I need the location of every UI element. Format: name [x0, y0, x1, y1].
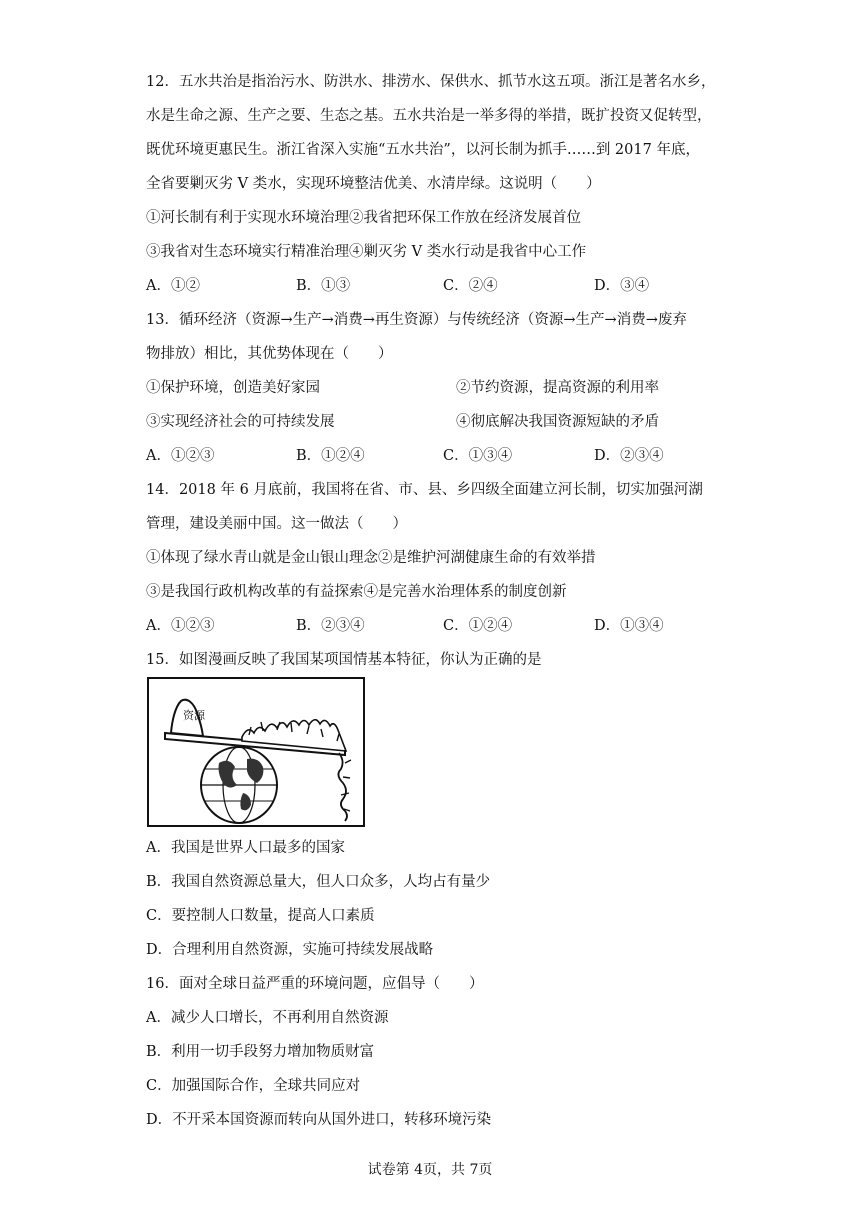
q12-stem-line-4: 全省要剿灭劣 V 类水，实现环境整洁优美、水清岸绿。这说明（ ） [146, 176, 601, 192]
q12-option-a[interactable]: A．①② [146, 278, 200, 294]
q13-option-c[interactable]: C．①③④ [443, 448, 513, 464]
q13-stem-line-1: 13．循环经济（资源→生产→消费→再生资源）与传统经济（资源→生产→消费→废弃 [146, 312, 687, 328]
q12-stem-line-1: 12．五水共治是指治污水、防洪水、排涝水、保供水、抓节水这五项。浙江是著名水乡， [146, 74, 716, 90]
q14-options [146, 616, 706, 636]
q12-option-d[interactable]: D．③④ [594, 278, 650, 294]
q16-option-d[interactable]: D．不开采本国资源而转向从国外进口，转移环境污染 [146, 1112, 492, 1128]
q14-option-c[interactable]: C．①②④ [443, 618, 513, 634]
q15-stem: 15．如图漫画反映了我国某项国情基本特征，你认为正确的是 [146, 652, 542, 668]
resource-label: 资源 [183, 709, 205, 722]
q13-options [146, 446, 706, 466]
page-footer: 试卷第 4页，共 7页 [367, 1162, 493, 1178]
q13-option-d[interactable]: D．②③④ [594, 448, 664, 464]
q14-option-a[interactable]: A．①②③ [146, 618, 215, 634]
q13-option-b[interactable]: B．①②④ [296, 448, 365, 464]
q14-statement-2: ③是我国行政机构改革的有益探索④是完善水治理体系的制度创新 [146, 584, 567, 600]
q12-option-c[interactable]: C．②④ [443, 278, 498, 294]
q16-option-a[interactable]: A．减少人口增长，不再利用自然资源 [146, 1010, 389, 1026]
q14-option-b[interactable]: B．②③④ [296, 618, 365, 634]
cartoon-figure [147, 677, 365, 827]
q13-stem-line-2: 物排放）相比，其优势体现在（ ） [146, 346, 393, 362]
q14-stem-line-1: 14．2018 年 6 月底前，我国将在省、市、县、乡四级全面建立河长制，切实加强河湖 [146, 482, 703, 498]
q16-option-b[interactable]: B．利用一切手段努力增加物质财富 [146, 1044, 375, 1060]
q14-option-d[interactable]: D．①③④ [594, 618, 664, 634]
q13-statement-row-2 [146, 412, 706, 432]
q12-option-b[interactable]: B．①③ [296, 278, 351, 294]
q12-stem-line-2: 水是生命之源、生产之要、生态之基。五水共治是一举多得的举措，既扩投资又促转型， [146, 108, 712, 124]
q14-stem-line-2: 管理，建设美丽中国。这一做法（ ） [146, 516, 407, 532]
q13-statement-row-1 [146, 378, 706, 398]
q12-stem-line-3: 既优环境更惠民生。浙江省深入实施“五水共治”，以河长制为抓手……到 2017 年底， [146, 142, 700, 158]
q13-statement-2: ②节约资源，提高资源的利用率 [456, 380, 659, 396]
q13-statement-3: ③实现经济社会的可持续发展 [146, 414, 335, 430]
q15-option-d[interactable]: D．合理利用自然资源，实施可持续发展战略 [146, 942, 434, 958]
cartoon-svg [147, 677, 365, 827]
q16-stem: 16．面对全球日益严重的环境问题，应倡导（ ） [146, 976, 484, 992]
q12-statement-1: ①河长制有利于实现水环境治理②我省把环保工作放在经济发展首位 [146, 210, 581, 226]
q15-option-c[interactable]: C．要控制人口数量，提高人口素质 [146, 908, 375, 924]
q13-statement-4: ④彻底解决我国资源短缺的矛盾 [456, 414, 659, 430]
q12-options [146, 276, 706, 296]
q13-option-a[interactable]: A．①②③ [146, 448, 215, 464]
q15-option-a[interactable]: A．我国是世界人口最多的国家 [146, 840, 345, 856]
q16-option-c[interactable]: C．加强国际合作，全球共同应对 [146, 1078, 361, 1094]
q12-statement-2: ③我省对生态环境实行精准治理④剿灭劣 V 类水行动是我省中心工作 [146, 244, 587, 260]
q14-statement-1: ①体现了绿水青山就是金山银山理念②是维护河湖健康生命的有效举措 [146, 550, 596, 566]
q15-option-b[interactable]: B．我国自然资源总量大，但人口众多，人均占有量少 [146, 874, 491, 890]
q13-statement-1: ①保护环境，创造美好家园 [146, 380, 320, 396]
